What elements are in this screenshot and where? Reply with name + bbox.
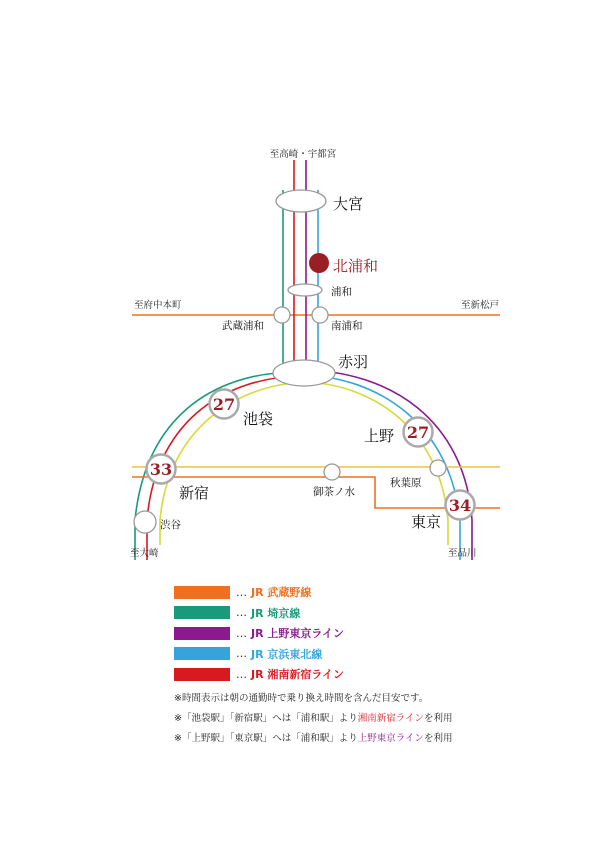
legend-swatch-musashino bbox=[174, 586, 230, 599]
station-kita-urawa-label: 北浦和 bbox=[333, 257, 379, 275]
time-ueno: 27 bbox=[406, 423, 430, 442]
time-badge-ueno bbox=[404, 418, 433, 447]
legend-swatch-shonan-shinjuku bbox=[174, 668, 230, 681]
station-akihabara-marker bbox=[430, 460, 446, 476]
station-musashi-urawa-label: 武蔵浦和 bbox=[222, 320, 264, 332]
notes bbox=[174, 689, 452, 749]
station-kita-urawa-marker bbox=[309, 253, 329, 273]
station-shibuya-label: 渋谷 bbox=[160, 519, 181, 531]
station-minami-urawa-label: 南浦和 bbox=[331, 320, 363, 332]
station-omiya-label: 大宮 bbox=[333, 195, 364, 213]
legend bbox=[174, 582, 344, 685]
destination-north: 至高崎・宇都宮 bbox=[269, 149, 337, 160]
station-minami-urawa-marker bbox=[312, 307, 328, 323]
note-3-prefix: ※「上野駅」「東京駅」へは「浦和駅」より bbox=[174, 733, 358, 744]
station-musashi-urawa-marker bbox=[274, 307, 290, 323]
station-shibuya-marker bbox=[134, 511, 156, 533]
legend-item bbox=[174, 603, 344, 624]
legend-label-keihin-tohoku: JR 京浜東北線 bbox=[251, 647, 323, 661]
time-tokyo: 34 bbox=[448, 496, 472, 515]
destination-southwest: 至大崎 bbox=[130, 548, 159, 559]
note-2-prefix: ※「池袋駅」「新宿駅」へは「浦和駅」より bbox=[174, 713, 358, 724]
station-akabane-marker bbox=[273, 360, 335, 386]
station-omiya-marker bbox=[276, 190, 326, 212]
legend-swatch-keihin-tohoku bbox=[174, 647, 230, 660]
note-ueno-tokyo bbox=[174, 729, 452, 749]
station-urawa-marker bbox=[288, 284, 322, 296]
note-3-line: 上野東京ライン bbox=[357, 733, 424, 744]
station-akihabara-label: 秋葉原 bbox=[390, 477, 422, 489]
station-ueno-label: 上野 bbox=[364, 427, 395, 445]
legend-label-shonan-shinjuku: JR 湘南新宿ライン bbox=[251, 668, 345, 682]
note-2-line: 湘南新宿ライン bbox=[357, 713, 424, 724]
station-shinjuku-label: 新宿 bbox=[179, 484, 210, 502]
destination-southeast: 至品川 bbox=[448, 548, 477, 559]
legend-item bbox=[174, 623, 344, 644]
time-badge-ikebukuro bbox=[210, 390, 239, 419]
station-ochanomizu-marker bbox=[324, 464, 340, 480]
legend-dots: … bbox=[236, 647, 247, 661]
legend-swatch-saikyo bbox=[174, 606, 230, 619]
station-tokyo-label: 東京 bbox=[411, 513, 442, 531]
station-akabane-label: 赤羽 bbox=[338, 353, 369, 371]
time-shinjuku: 33 bbox=[149, 460, 173, 479]
legend-label-musashino: JR 武蔵野線 bbox=[251, 586, 312, 600]
legend-item bbox=[174, 664, 344, 685]
time-ikebukuro: 27 bbox=[212, 395, 236, 414]
legend-dots: … bbox=[236, 606, 247, 620]
legend-dots: … bbox=[236, 626, 247, 640]
note-ikebukuro-shinjuku bbox=[174, 709, 452, 729]
legend-item bbox=[174, 582, 344, 603]
note-3-suffix: を利用 bbox=[423, 733, 453, 744]
legend-dots: … bbox=[236, 585, 247, 599]
legend-label-saikyo: JR 埼京線 bbox=[251, 606, 301, 620]
time-badge-tokyo bbox=[446, 491, 475, 520]
note-2-suffix: を利用 bbox=[423, 713, 453, 724]
legend-dots: … bbox=[236, 667, 247, 681]
station-ochanomizu-label: 御茶ノ水 bbox=[313, 486, 355, 498]
station-ikebukuro-label: 池袋 bbox=[243, 410, 274, 428]
destination-east: 至新松戸 bbox=[460, 300, 499, 311]
note-timing: ※時間表示は朝の通勤時で乗り換え時間を含んだ目安です。 bbox=[174, 693, 429, 704]
station-urawa-label: 浦和 bbox=[331, 286, 352, 298]
legend-swatch-ueno-tokyo bbox=[174, 627, 230, 640]
time-badge-shinjuku bbox=[147, 455, 176, 484]
legend-label-ueno-tokyo: JR 上野東京ライン bbox=[251, 627, 345, 641]
destination-west: 至府中本町 bbox=[134, 300, 182, 311]
legend-item bbox=[174, 644, 344, 665]
